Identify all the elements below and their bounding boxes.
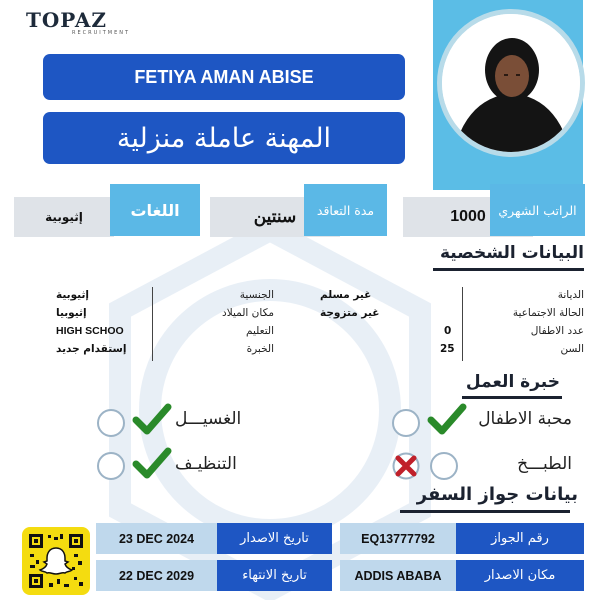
person-silhouette-icon [442,14,580,152]
info-row-birthplace [56,307,274,319]
passport-underline [400,510,570,513]
info-row-children [320,325,584,337]
logo-text: TOPAZ [26,8,108,32]
skill-cleaning-checkbox [97,452,125,480]
nationality-label: الجنسية [239,289,274,301]
education-value: HIGH SCHOO [56,325,124,337]
birthplace-value: إثيوبيا [56,307,87,319]
birthplace-label: مكان الميلاد [222,307,274,319]
topaz-logo [26,8,146,42]
religion-value: غير مسلم [320,289,372,301]
info-divider-left [152,287,153,361]
salary-label: الراتب الشهري [490,184,585,236]
languages-label: اللغات [110,184,200,236]
check-icon [132,402,172,436]
contract-label: مدة التعاقد [304,184,387,236]
info-divider-right [462,287,463,361]
skill-childcare-checkbox [392,409,420,437]
personal-info-underline [433,268,584,271]
children-label: عدد الاطفال [530,325,584,337]
skill-laundry-label: الغسيـــل [175,409,242,429]
check-icon [427,402,467,436]
passport-place-label: مكان الاصدار [456,560,584,591]
expiry-date-label: تاريخ الانتهاء [217,560,332,591]
info-row-nationality [56,289,274,301]
skill-laundry-checkbox [97,409,125,437]
experience-label: الخبرة [246,343,274,355]
candidate-photo [437,9,585,157]
work-experience-title: خبرة العمل [465,372,560,392]
cross-icon [392,452,420,480]
qr-code-pattern [22,527,90,595]
expiry-date-value: 22 DEC 2029 [96,560,217,591]
age-label: السن [560,343,584,355]
info-row-marital [320,307,584,319]
experience-value: إستقدام جديد [56,343,127,355]
age-value: 25 [440,343,455,355]
children-value: 0 [444,325,452,337]
nationality-value: إثيوبية [56,289,90,301]
religion-label: الديانة [557,289,584,301]
languages-value: إثيوبية [14,197,114,237]
info-row-religion [320,289,584,301]
marital-label: الحالة الاجتماعية [512,307,584,319]
job-title: المهنة عاملة منزلية [43,112,405,164]
check-icon [132,446,172,480]
skill-cleaning-label: التنظيـف [175,454,237,474]
candidate-name: FETIYA AMAN ABISE [43,54,405,100]
snapchat-qr-icon[interactable] [22,527,90,595]
salary-value: 1000 [403,197,533,237]
passport-number-label: رقم الجواز [456,523,584,554]
skill-childcare-label: محبة الاطفال [478,409,572,429]
education-label: التعليم [246,325,274,337]
logo-subtext: RECRUITMENT [72,30,131,36]
passport-title: بيانات جواز السفر [416,484,578,505]
issue-date-value: 23 DEC 2024 [96,523,217,554]
skill-cooking-checkbox [430,452,458,480]
skill-cooking-label: الطبـــخ [517,454,572,474]
issue-date-label: تاريخ الاصدار [217,523,332,554]
info-row-experience [56,343,274,355]
contract-value: سنتين [210,197,340,237]
info-row-age [320,343,584,355]
work-experience-underline [462,396,562,399]
passport-place-value: ADDIS ABABA [340,560,456,591]
info-row-education [56,325,274,337]
passport-number-value: EQ13777792 [340,523,456,554]
personal-info-title: البيانات الشخصية [439,243,584,263]
marital-value: غير متزوجة [320,307,380,319]
